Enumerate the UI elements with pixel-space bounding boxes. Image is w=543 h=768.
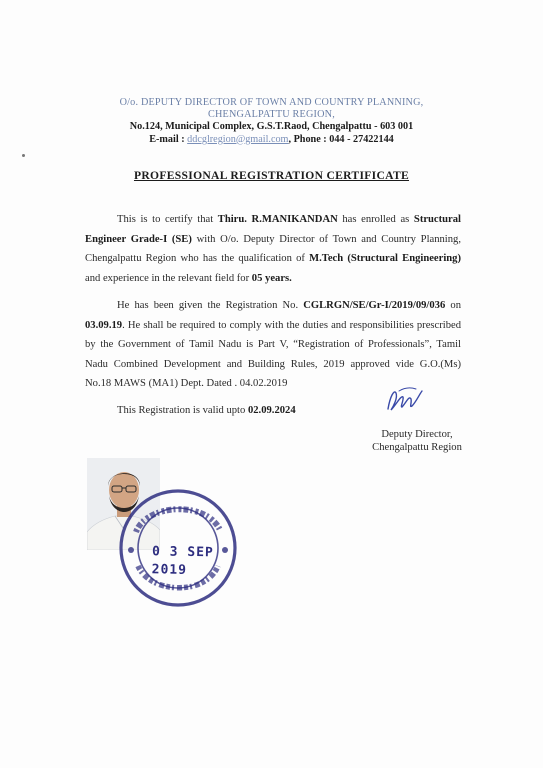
para1-text-2: has enrolled as [337,214,414,225]
phone-number: , Phone : 044 - 27422144 [288,133,394,145]
para2-text-3: . He shall be required to comply with the duties and responsibilities prescribed by the Government of Tamil Nadu is Part V, “Registration of Professionals”, Tamil Nadu Combined Development and Building Rules, 2019 approved vide G.O.(Ms) No.18 MAWS (MA1) Dept. Dated . 04.02.2019 [85,319,461,389]
scan-speck [22,154,25,157]
valid-upto-date: 02.09.2024 [247,405,296,416]
para2-text-1: He has been given the Registration No. [117,300,304,311]
signatory-block [362,429,472,454]
office-name-line-2: CHENGALPATTU REGION, [207,109,335,121]
registration-date: 03.09.19 [85,319,123,331]
registration-grade: Structural Engineer Grade-I (SE) [85,214,461,245]
qualification: M.Tech (Structural Engineering) [309,253,461,264]
office-name-line-1: O/o. DEPUTY DIRECTOR OF TOWN AND COUNTRY PLANNING, [119,97,424,108]
signature-mark [382,383,426,415]
registrant-name: Thiru. R.MANIKANDAN [217,214,338,225]
para2-text-2: on [445,300,461,311]
signatory-designation: Deputy Director, [381,429,453,440]
office-address: No.124, Municipal Complex, G.S.T.Raod, Chengalpattu - 603 001 [129,121,414,133]
contact-line [0,134,543,146]
para1-text-3: with O/o. Deputy Director of Town and Country Planning, Chengalpattu Region who has the qualification of [85,233,461,264]
registration-number: CGLRGN/SE/Gr-I/2019/09/036 [303,300,446,311]
para3-text-1: This Registration is valid upto [117,405,248,416]
paragraph-enrolment [85,210,461,288]
stamp-date: 0 3 SEP 2019 [151,544,214,578]
para1-text-4: and experience in the relevant field for [85,272,252,284]
experience-years: 05 years. [251,272,292,284]
email-link[interactable]: ddcglregion@gmail.com [187,133,289,145]
paragraph-registration [85,296,461,394]
signatory-region: Chengalpattu Region [372,441,462,453]
letterhead [0,97,543,146]
paragraph-validity [117,401,493,421]
email-label: E-mail : [149,133,188,145]
para1-text-1: This is to certify that [117,214,218,225]
certificate-title: PROFESSIONAL REGISTRATION CERTIFICATE [133,169,410,182]
